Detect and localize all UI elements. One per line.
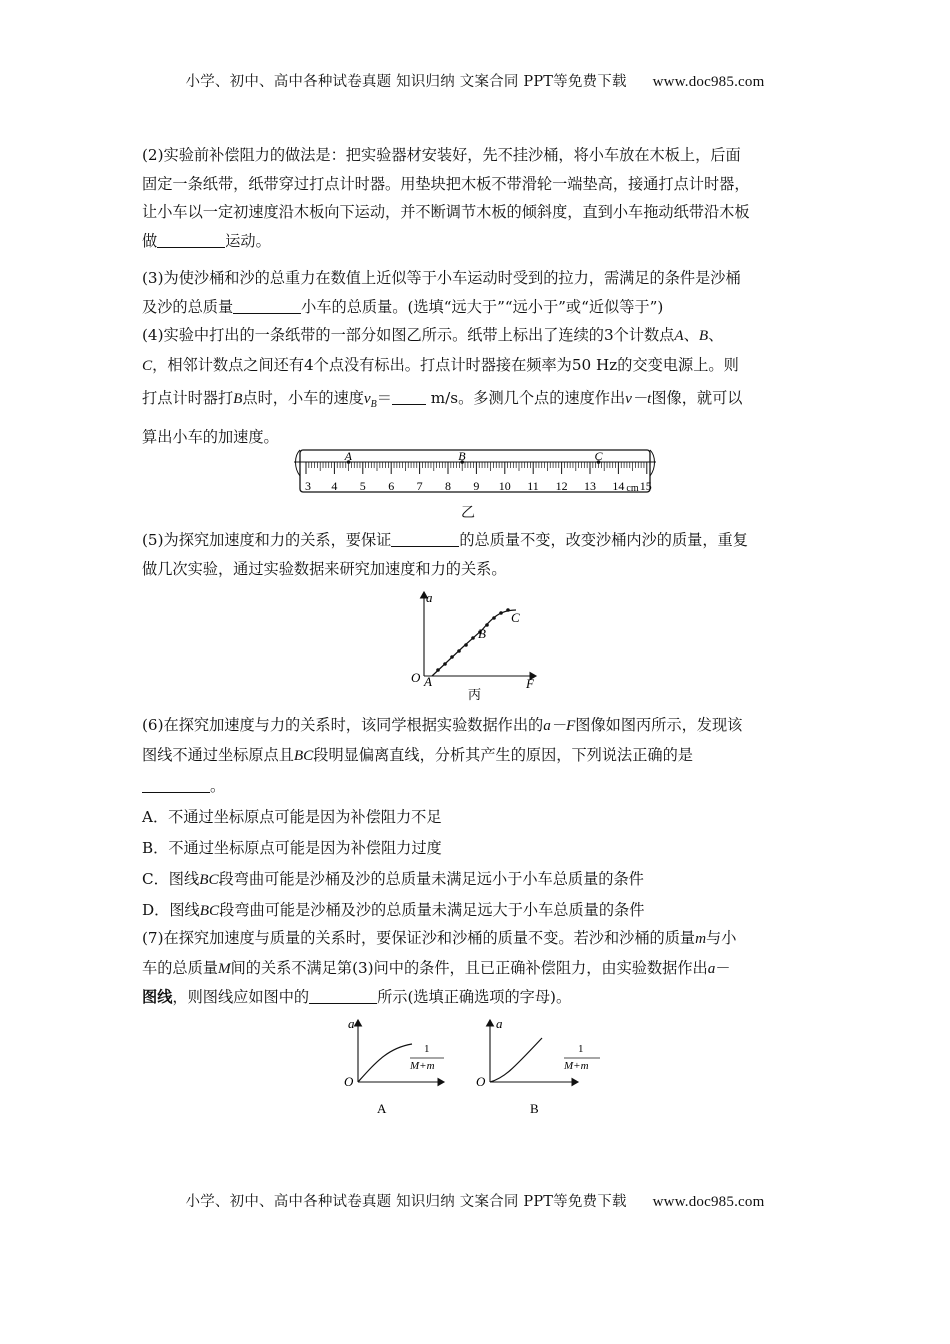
question-5: [142, 526, 810, 583]
var-aF: a－F: [543, 717, 576, 734]
ruler-label: 15: [639, 479, 652, 493]
q7-text: ，则图线应如图中的: [172, 988, 310, 1006]
q5-text: (5)为探究加速度和力的关系，要保证: [142, 531, 392, 549]
q4-sep: 、: [683, 326, 699, 344]
footer-text: 小学、初中、高中各种试卷真题 知识归纳 文案合同 PPT等免费下载: [185, 1194, 627, 1210]
q7-text: 图线: [142, 988, 173, 1006]
ruler-label: 5: [359, 479, 366, 493]
var-B: B: [698, 327, 709, 344]
q7-text: 与小: [706, 929, 737, 947]
q7-line: [142, 954, 810, 984]
ruler-ticks: [306, 462, 647, 474]
option-c-text: 段弯曲可能是沙桶及沙的总质量未满足远小于小车总质量的条件: [218, 870, 644, 888]
tape-end-right: [650, 450, 655, 476]
q6-line: [142, 711, 810, 741]
q2-line: [142, 227, 810, 256]
y-axis-label: a: [348, 1016, 355, 1031]
ruler-label: 10: [498, 479, 511, 493]
axis-fraction-num: 1: [578, 1043, 584, 1055]
var-M: M: [217, 959, 231, 977]
ruler-label: 3: [305, 479, 311, 493]
q7-text: －: [715, 958, 731, 977]
point-C-label: C: [511, 610, 520, 625]
option-d[interactable]: [142, 895, 810, 926]
q3-text: 及沙的总质量: [142, 297, 234, 316]
q2-text: 运动。: [225, 231, 271, 250]
q4-line: [142, 351, 810, 381]
answer-blank[interactable]: [157, 231, 225, 248]
q4-eq: ＝: [376, 389, 392, 407]
tape-point-label: A: [344, 449, 352, 463]
answer-blank[interactable]: [391, 530, 459, 547]
option-b-label: B: [530, 1101, 539, 1116]
option-d-text: 段弯曲可能是沙桶及沙的总质量未满足远大于小车总质量的条件: [219, 901, 645, 919]
question-4: [142, 321, 810, 452]
point-A-label: A: [424, 674, 432, 689]
q2-line: 让小车以一定初速度沿木板向下运动，并不断调节木板的倾斜度，直到小车拖动纸带沿木板: [142, 203, 750, 221]
q3-line: (3)为使沙桶和沙的总重力在数值上近似等于小车运动时受到的拉力，需满足的条件是沙桶: [142, 269, 741, 287]
q7-text: 车的总质量: [142, 958, 218, 977]
figure-caption: 丙: [468, 687, 482, 702]
var-m: m: [695, 930, 707, 947]
curve-b: [490, 1038, 542, 1082]
q4-text: (4)实验中打出的一条纸带的一部分如图乙所示。纸带上标出了连续的3个计数点: [142, 326, 675, 344]
q6-text: 图像如图丙所示，发现该: [575, 716, 743, 734]
q4-text: 打点计时器打: [142, 389, 234, 407]
point-B-label: B: [478, 626, 486, 641]
q6-text: 。: [210, 777, 226, 795]
ruler-label: 9: [473, 479, 480, 493]
var-subscript: B: [370, 399, 377, 411]
header-site: www.doc985.com: [652, 74, 765, 90]
q2-line: (2)实验前补偿阻力的做法是：把实验器材安装好，先不挂沙桶，将小车放在木板上，后面: [142, 146, 741, 164]
question-3: [142, 264, 810, 321]
q4-text: 点时，小车的速度: [242, 389, 364, 407]
q7-line: [142, 924, 810, 954]
ruler-unit: cm: [626, 483, 639, 494]
option-c[interactable]: [142, 864, 810, 895]
a-f-curve: [432, 610, 516, 676]
page-header: [0, 70, 950, 91]
ruler-figure: [292, 446, 658, 516]
var-vt: v－t: [625, 390, 652, 407]
var-BC: BC: [293, 746, 314, 764]
x-axis-label: F: [526, 676, 534, 691]
q6-text: 图线不通过坐标原点且: [142, 745, 294, 764]
q4-line: 算出小车的加速度。: [142, 428, 279, 447]
answer-blank[interactable]: [309, 987, 377, 1004]
question-7: [142, 924, 810, 1012]
var-v: v: [363, 390, 371, 407]
var-BC: BC: [199, 871, 219, 888]
q7-text: 所示(选填正确选项的字母)。: [377, 988, 572, 1006]
ruler-label: 14: [612, 479, 625, 493]
option-a-label: A: [377, 1101, 387, 1116]
q4-line: [142, 321, 810, 351]
q3-text: 小车的总质量。(选填“远大于”“远小于”或“近似等于”): [301, 297, 664, 316]
graph-option-a[interactable]: [336, 1014, 456, 1118]
q4-text: ，相邻计数点之间还有4个点没有标出。打点计时器接在频率为50 Hz的交变电源上。则: [152, 355, 739, 374]
graph-option-b[interactable]: [474, 1014, 604, 1118]
y-axis-label: a: [426, 590, 433, 605]
ruler-label: 7: [416, 479, 423, 493]
q5-text: 的总质量不变，改变沙桶内沙的质量，重复: [459, 531, 748, 549]
graph-a-f: [404, 588, 554, 704]
q7-text: 间的关系不满足第(3)问中的条件，且已正确补偿阻力，由实验数据作出: [230, 958, 708, 977]
ruler-caption: 乙: [461, 505, 475, 521]
ruler-label: 4: [331, 479, 338, 493]
q6-line: [142, 741, 810, 771]
q2-line: 固定一条纸带，纸带穿过打点计时器。用垫块把木板不带滑轮一端垫高，接通打点计时器，: [142, 174, 750, 193]
header-text: 小学、初中、高中各种试卷真题 知识归纳 文案合同 PPT等免费下载: [185, 74, 627, 90]
option-b[interactable]: B．不通过坐标原点可能是因为补偿阻力过度: [142, 839, 442, 857]
ruler-label: 8: [445, 479, 451, 493]
q3-line: [142, 293, 810, 322]
q6-text: 段明显偏离直线，分析其产生的原因，下列说法正确的是: [313, 745, 693, 764]
q5-line: [142, 526, 810, 555]
var-A: A: [674, 327, 684, 344]
axis-fraction-den: M+m: [564, 1060, 589, 1072]
ruler-label: 6: [388, 479, 395, 493]
origin-label: O: [411, 670, 421, 685]
origin-label: O: [476, 1074, 486, 1089]
var-BC: BC: [199, 902, 220, 919]
var-C: C: [142, 356, 153, 374]
q2-text: 做: [142, 231, 158, 250]
tape-point-label: B: [458, 449, 466, 463]
q4-sep: 、: [708, 326, 724, 344]
question-6: [142, 711, 810, 926]
q4-text: m/s。多测几个点的速度作出: [425, 389, 626, 407]
origin-label: O: [344, 1074, 354, 1089]
axis-fraction-num: 1: [424, 1043, 430, 1055]
footer-site: www.doc985.com: [652, 1194, 765, 1210]
option-d-text: D．图线: [142, 901, 200, 919]
q7-line: [142, 983, 810, 1012]
page-footer: [0, 1190, 950, 1211]
tape-point-label: C: [594, 449, 603, 463]
ruler-label: 13: [584, 479, 596, 493]
option-c-text: C．图线: [142, 870, 200, 888]
ruler-label: 11: [527, 479, 539, 493]
var-a: a: [707, 959, 716, 977]
q7-text: (7)在探究加速度与质量的关系时，要保证沙和沙桶的质量不变。若沙和沙桶的质量: [142, 929, 696, 947]
answer-blank[interactable]: [142, 776, 210, 793]
q4-line: [142, 380, 810, 423]
question-2: [142, 141, 810, 255]
var-B: B: [233, 390, 243, 407]
answer-blank[interactable]: [392, 388, 426, 405]
y-axis-label: a: [496, 1016, 503, 1031]
q5-line: 做几次实验，通过实验数据来研究加速度和力的关系。: [142, 559, 507, 578]
curve-a: [358, 1044, 412, 1082]
option-a[interactable]: A．不通过坐标原点可能是因为补偿阻力不足: [142, 808, 442, 826]
axis-fraction-den: M+m: [410, 1060, 435, 1072]
q6-line: [142, 770, 810, 802]
q6-text: (6)在探究加速度与力的关系时，该同学根据实验数据作出的: [142, 716, 544, 734]
tape-end-left: [296, 450, 301, 476]
ruler-label: 12: [555, 479, 568, 493]
answer-blank[interactable]: [233, 297, 301, 314]
q4-text: 图像，就可以: [651, 389, 743, 407]
